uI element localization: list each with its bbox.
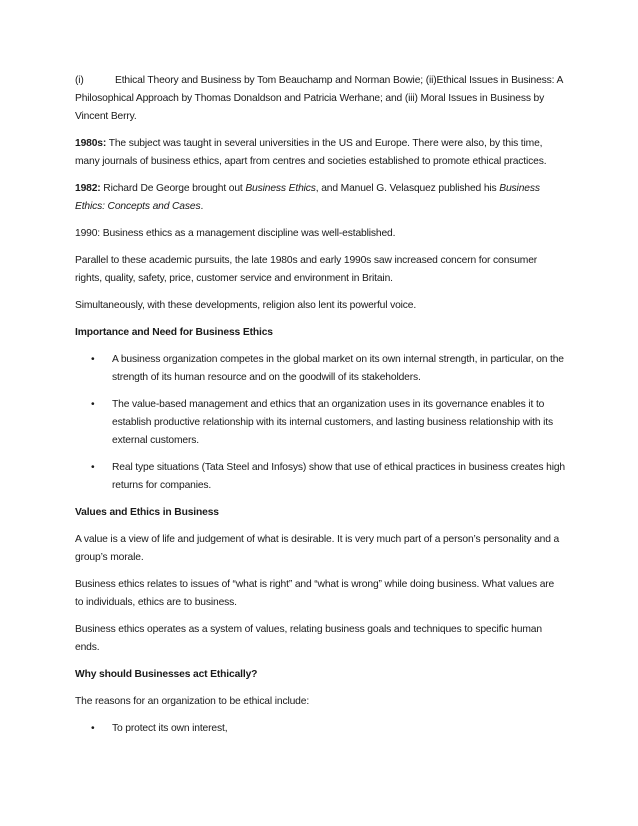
list-item — [75, 720, 565, 738]
importance-bullet-list — [75, 351, 565, 495]
heading-values: Values and Ethics in Business — [75, 507, 219, 518]
intro-paragraph — [75, 72, 565, 126]
list-item — [75, 351, 565, 387]
intro-number: (i) — [75, 75, 84, 86]
paragraph-value: A value is a view of life and judgement of what is desirable. It is very much part of a person’s personality and a group’s morale. — [75, 534, 560, 563]
heading-importance: Importance and Need for Business Ethics — [75, 327, 273, 338]
paragraph-operates: Business ethics operates as a system of values, relating business goals and techniques to specific human ends. — [75, 624, 542, 653]
list-item-text: A business organization competes in the global market on its own internal strength, in particular, on the strength of its human resource and on the goodwill of its stakeholders. — [112, 354, 564, 383]
paragraph-religion: Simultaneously, with these developments, religion also lent its powerful voice. — [75, 300, 417, 311]
list-item — [75, 459, 565, 495]
list-item-text: The value-based management and ethics that an organization uses in its governance enables it to establish productive relationship with its internal customers, and lasting business relationship with its external customers. — [112, 399, 553, 446]
book-title-concepts-and-cases: Business Ethics: Concepts and Cases — [75, 183, 540, 212]
intro-text: Ethical Theory and Business by Tom Beauchamp and Norman Bowie; (ii)Ethical Issues in Business: A Philosophical Approach by Thomas Donaldson and Patricia Werhane; and (iii) Moral Issues in Business by Vincent Berry. — [75, 75, 563, 122]
paragraph-1980s — [75, 135, 565, 171]
paragraph-reasons: The reasons for an organization to be ethical include: — [75, 696, 310, 707]
bullet-icon: • — [91, 354, 95, 365]
list-item — [75, 396, 565, 450]
book-title-business-ethics: Business Ethics — [245, 183, 316, 194]
paragraph-relates: Business ethics relates to issues of “what is right” and “what is wrong” while doing business. What values are to individuals, ethics are to business. — [75, 579, 555, 608]
reasons-bullet-list — [75, 720, 565, 738]
text-1980s: The subject was taught in several universities in the US and Europe. There were also, by this time, many journals of business ethics, apart from centres and societies established to promote ethical practices. — [75, 138, 547, 167]
paragraph-parallel: Parallel to these academic pursuits, the late 1980s and early 1990s saw increased concern for consumer rights, quality, safety, price, customer service and environment in Britain. — [75, 255, 538, 284]
list-item-text: To protect its own interest, — [112, 723, 228, 734]
text-1982-a: Richard De George brought out — [100, 183, 246, 194]
document-page — [75, 72, 565, 747]
paragraph-1982 — [75, 180, 565, 216]
bullet-icon: • — [91, 399, 95, 410]
label-1980s: 1980s: — [75, 138, 107, 149]
label-1982: 1982: — [75, 183, 101, 194]
text-1982-b: , and Manuel G. Velasquez published his — [315, 183, 500, 194]
bullet-icon: • — [91, 723, 95, 734]
text-1982-c: . — [200, 201, 204, 212]
bullet-icon: • — [91, 462, 95, 473]
paragraph-1990: 1990: Business ethics as a management discipline was well-established. — [75, 228, 396, 239]
list-item-text: Real type situations (Tata Steel and Infosys) show that use of ethical practices in business creates high returns for companies. — [112, 462, 566, 491]
heading-why: Why should Businesses act Ethically? — [75, 669, 258, 680]
